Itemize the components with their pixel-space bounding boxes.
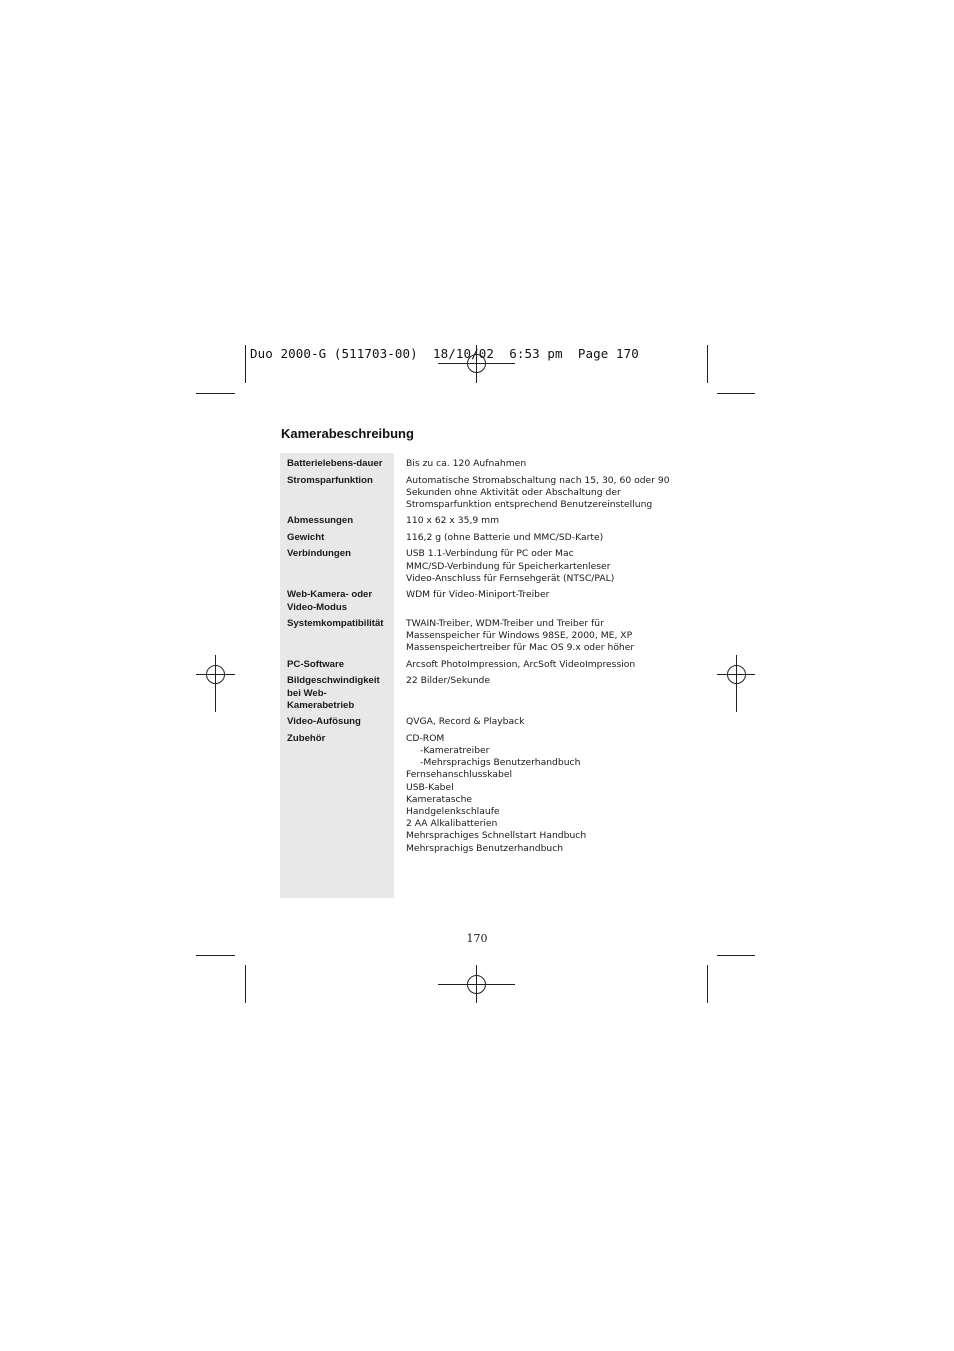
spec-table [280, 458, 700, 859]
spec-label-line: Stromsparfunktion [287, 474, 373, 486]
spec-label-line: bei Web- [287, 687, 327, 699]
crop-mark-top-right-horizontal [717, 393, 755, 394]
spec-value-line: 110 x 62 x 35,9 mm [406, 515, 500, 527]
spec-label-line: Zubehör [287, 732, 326, 744]
crop-mark-bottom-left-horizontal [196, 955, 235, 956]
spec-row [280, 458, 700, 470]
reg-mark-right-circle [727, 665, 746, 684]
spec-value [394, 458, 526, 470]
spec-row [280, 618, 700, 655]
spec-value-line: TWAIN-Treiber, WDM-Treiber und Treiber für [406, 618, 604, 630]
crop-mark-bottom-right-horizontal [717, 955, 755, 956]
spec-row [280, 659, 700, 671]
spec-label-line: Video-Aufösung [287, 716, 361, 728]
spec-value-line: USB 1.1-Verbindung für PC oder Mac [406, 548, 574, 560]
spec-row [280, 548, 700, 585]
spec-value-line: 2 AA Alkalibatterien [406, 818, 498, 830]
spec-value-line: Video-Anschluss für Fernsehgerät (NTSC/PAL) [406, 572, 615, 584]
spec-row [280, 475, 700, 512]
spec-label [280, 475, 394, 512]
spec-value [394, 659, 635, 671]
spec-label [280, 548, 394, 585]
reg-mark-left-circle [206, 665, 225, 684]
spec-label [280, 733, 394, 855]
spec-label [280, 618, 394, 655]
spec-value [394, 618, 634, 655]
spec-label-line: Gewicht [287, 531, 325, 543]
spec-value-line: -Mehrsprachigs Benutzerhandbuch [420, 757, 581, 769]
spec-value-line: Arcsoft PhotoImpression, ArcSoft VideoImpression [406, 658, 636, 670]
spec-row [280, 532, 700, 544]
spec-value-line: USB-Kabel [406, 781, 454, 793]
spec-label-line: Systemkompatibilität [287, 618, 384, 630]
spec-value-line: 22 Bilder/Sekunde [406, 675, 491, 687]
spec-row [280, 589, 700, 613]
spec-value-line: Kameratasche [406, 793, 473, 805]
section-title: Kamerabeschreibung [281, 426, 414, 441]
spec-row [280, 716, 700, 728]
spec-value [394, 532, 603, 544]
spec-value-line: Sekunden ohne Aktivität oder Abschaltung der [406, 486, 621, 498]
spec-label-line: Verbindungen [287, 548, 351, 560]
page-number: 170 [466, 932, 488, 945]
spec-value-line: CD-ROM [406, 732, 445, 744]
spec-value-line: Massenspeichertreiber für Mac OS 9.x oder höher [406, 642, 635, 654]
spec-label [280, 515, 394, 527]
spec-label-line: Kamerabetrieb [287, 699, 355, 711]
crop-mark-top-left-horizontal [196, 393, 235, 394]
spec-value-line: Fernsehanschlusskabel [406, 769, 513, 781]
spec-value-line: -Kameratreiber [420, 745, 490, 757]
spec-value-line: Mehrsprachiges Schnellstart Handbuch [406, 830, 587, 842]
spec-value-line: Massenspeicher für Windows 98SE, 2000, ME, XP [406, 630, 633, 642]
spec-value [394, 475, 670, 512]
spec-value-line: Handgelenkschlaufe [406, 806, 500, 818]
crop-mark-bottom-right-vertical [707, 965, 708, 1003]
spec-value-line: Automatische Stromabschaltung nach 15, 30, 60 oder 90 [406, 474, 670, 486]
spec-value-line: Stromsparfunktion entsprechend Benutzereinstellung [406, 498, 653, 510]
spec-label-line: PC-Software [287, 658, 345, 670]
spec-label-line: Batterielebens-dauer [287, 458, 383, 469]
crop-mark-top-left-vertical [245, 345, 246, 383]
spec-value-line: Bis zu ca. 120 Aufnahmen [406, 458, 527, 469]
spec-row [280, 733, 700, 855]
spec-value-line: MMC/SD-Verbindung für Speicherkartenleser [406, 560, 611, 572]
spec-value [394, 675, 490, 712]
spec-row [280, 515, 700, 527]
reg-mark-bottom-circle [467, 975, 486, 994]
crop-mark-bottom-left-vertical [245, 965, 246, 1003]
spec-label [280, 675, 394, 712]
spec-value [394, 548, 614, 585]
spec-value [394, 515, 499, 527]
spec-row [280, 675, 700, 712]
crop-mark-top-right-vertical [707, 345, 708, 383]
spec-value [394, 716, 525, 728]
spec-label [280, 458, 394, 470]
spec-label [280, 716, 394, 728]
spec-label-line: Video-Modus [287, 601, 348, 613]
spec-label [280, 659, 394, 671]
spec-label-line: Abmessungen [287, 515, 354, 527]
spec-value-line: 116,2 g (ohne Batterie und MMC/SD-Karte) [406, 531, 604, 543]
spec-value [394, 589, 549, 613]
print-slug: Duo 2000-G (511703-00) 18/10/02 6:53 pm Page 170 [250, 346, 639, 361]
spec-value-line: Mehrsprachigs Benutzerhandbuch [406, 842, 564, 854]
spec-value-line: WDM für Video-Miniport-Treiber [406, 589, 550, 601]
spec-label [280, 589, 394, 613]
spec-label-line: Bildgeschwindigkeit [287, 675, 380, 687]
spec-value [394, 733, 586, 855]
spec-label [280, 532, 394, 544]
spec-value-line: QVGA, Record & Playback [406, 716, 525, 728]
spec-label-line: Web-Kamera- oder [287, 589, 373, 601]
